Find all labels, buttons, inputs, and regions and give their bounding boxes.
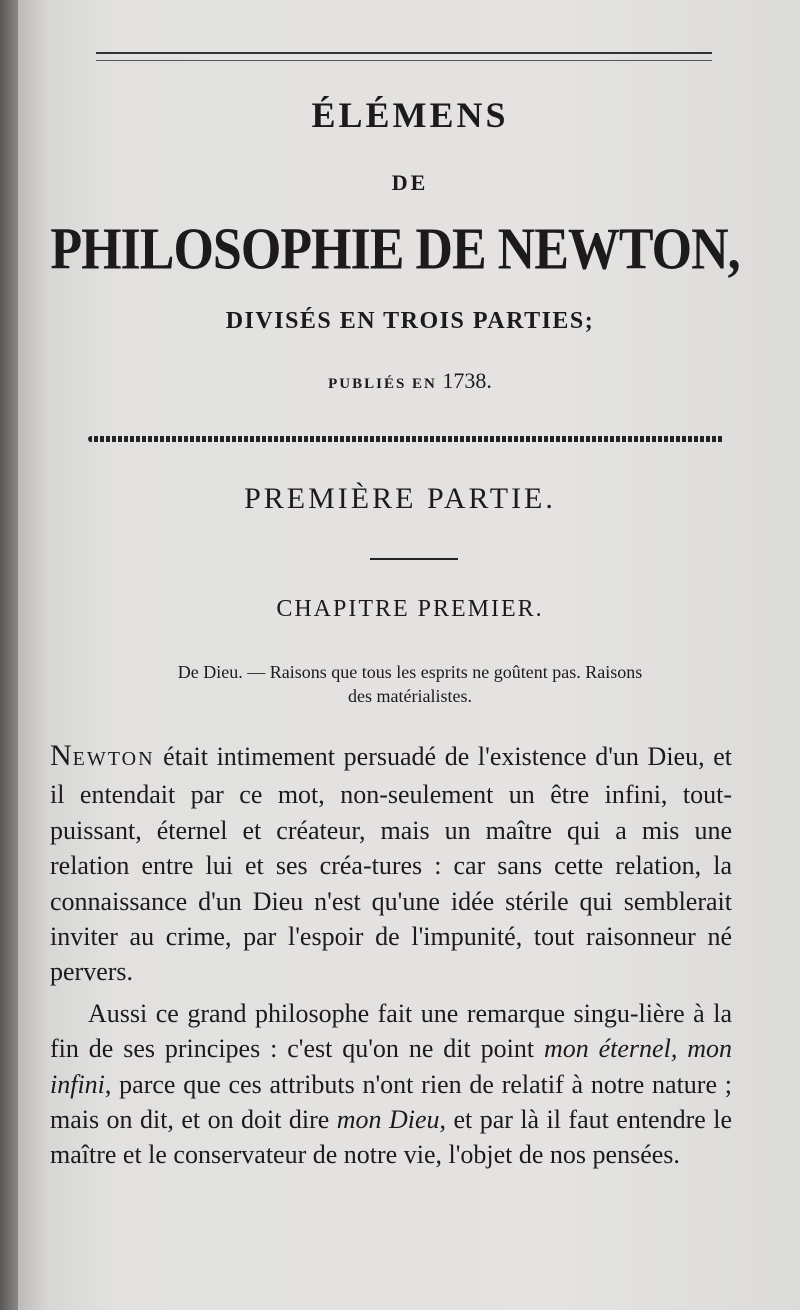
chapter-summary-line: De Dieu. — Raisons que tous les esprits ne goûtent pas. Raisons xyxy=(177,662,643,682)
part-title: PREMIÈRE PARTIE. xyxy=(244,482,556,515)
publication-year: 1738. xyxy=(442,368,492,393)
paragraph-text: , et par là il faut entendre le maître et le conservateur de notre vie, l'objet de nos pensées. xyxy=(50,1105,732,1170)
paragraph-text: , parce que ces attributs n'ont rien de relatif à notre nature ; mais on dit, et on doit dire xyxy=(50,1069,732,1135)
italic-text: mon éternel, mon infini xyxy=(50,1034,732,1099)
paragraph xyxy=(50,738,732,990)
publication-line xyxy=(60,368,760,394)
first-word-rest: EWTON xyxy=(72,748,155,770)
chapter-summary xyxy=(70,660,750,708)
italic-text: mon Dieu xyxy=(336,1105,440,1135)
title-line-elemens: ÉLÉMENS xyxy=(311,95,509,135)
first-word xyxy=(50,739,155,772)
ornamental-rule xyxy=(88,436,724,442)
chapter-title: CHAPITRE PREMIER. xyxy=(276,596,544,622)
first-letter: N xyxy=(50,739,73,772)
top-double-rule xyxy=(96,52,712,61)
paragraph-text: Aussi ce grand philosophe fait une remarque singu-lière à la fin de ses principes : c'est qu'on ne dit point xyxy=(50,998,732,1064)
paragraph-text: était intimement persuadé de l'existence d'un Dieu, et il entendait par ce mot, non-seulement un être infini, tout-puissant, éternel et créateur, mais un maître qui a mis une relation entre lui et ses créa-tures : car sans cette relation, la connaissance d'un Dieu n'est qu'une idée stérile qui semblerait inviter au crime, par l'espoir de l'impunité, tout raisonneur né pervers. xyxy=(50,742,732,987)
book-gutter xyxy=(0,0,18,1310)
title-line-philosophie: PHILOSOPHIE DE NEWTON, xyxy=(50,216,740,283)
publication-prefix: PUBLIÉS EN xyxy=(328,376,437,392)
title-line-divises: DIVISÉS EN TROIS PARTIES; xyxy=(225,308,595,334)
short-rule xyxy=(370,558,458,560)
paragraph xyxy=(50,996,732,1173)
title-line-de: DE xyxy=(391,170,429,195)
chapter-summary-line: des matérialistes. xyxy=(348,686,472,706)
body-text xyxy=(50,738,732,1173)
